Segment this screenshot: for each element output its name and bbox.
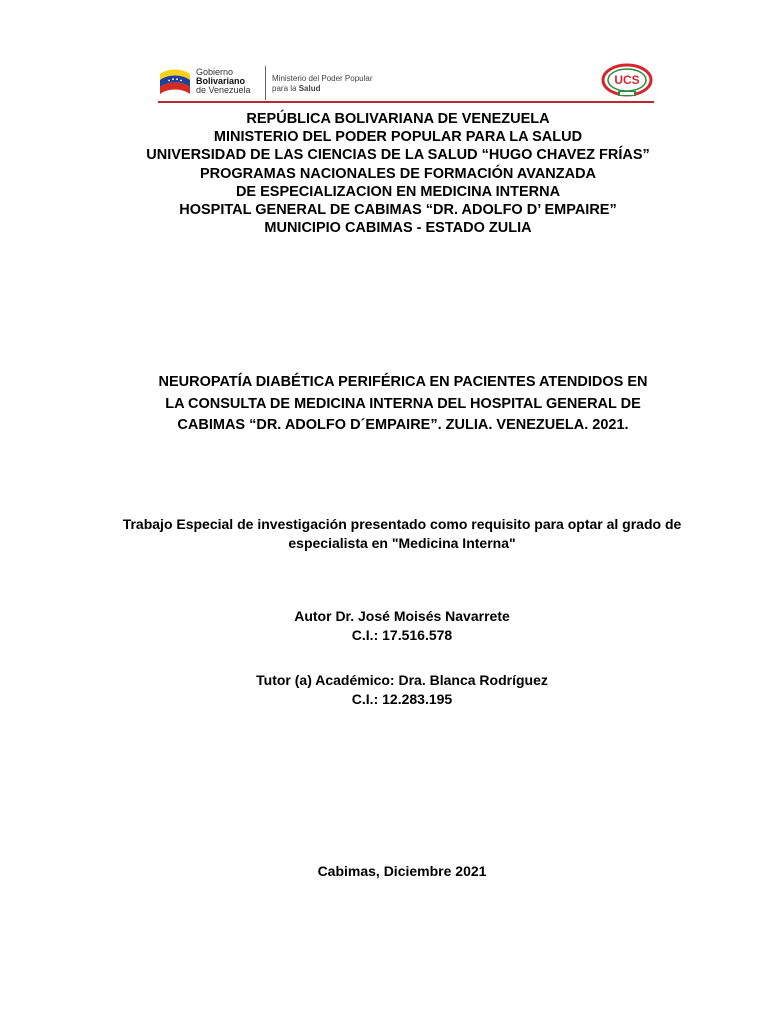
ministry-line-2-prefix: para la [272,84,299,93]
ucs-logo-text: UCS [614,73,640,87]
title-line-3: CABIMAS “DR. ADOLFO D´EMPAIRE”. ZULIA. VENEZUELA. 2021. [177,417,629,433]
government-logo [158,66,398,100]
venezuela-flag-icon [158,68,192,98]
institution-line-1: REPÚBLICA BOLIVARIANA DE VENEZUELA [246,111,550,127]
tutor-name: Tutor (a) Académico: Dra. Blanca Rodríguez [256,672,548,688]
institution-header [0,110,768,237]
gov-line-3: de Venezuela [196,85,251,95]
header-logos [158,62,654,106]
purpose-line-2: especialista en "Medicina Interna" [288,534,516,551]
ucs-logo-icon [600,62,654,100]
tutor-block [0,671,768,708]
purpose-line-1: Trabajo Especial de investigación presentado como requisito para optar al grado de [122,516,682,532]
institution-line-5: DE ESPECIALIZACION EN MEDICINA INTERNA [235,183,561,200]
tutor-id: C.I.: 12.283.195 [351,690,453,707]
header-rule [158,101,654,103]
ministry-line-1: Ministerio del Poder Popular [272,74,373,83]
ministry-logo-text [272,74,373,94]
institution-line-6: HOSPITAL GENERAL DE CABIMAS “DR. ADOLFO D’ EMPAIRE” [179,202,617,219]
thesis-purpose [0,515,768,552]
place-date: Cabimas, Diciembre 2021 [317,863,487,879]
government-logo-text [196,68,251,95]
thesis-title [0,372,768,437]
gov-line-2: Bolivariano [196,76,246,86]
title-line-2: LA CONSULTA DE MEDICINA INTERNA DEL HOSPITAL GENERAL DE [165,395,641,412]
gov-line-1: Gobierno [196,67,234,77]
logo-divider [265,66,266,100]
institution-line-7: MUNICIPIO CABIMAS - ESTADO ZULIA [264,220,532,237]
ministry-line-2-bold: Salud [298,84,321,93]
institution-line-4: PROGRAMAS NACIONALES DE FORMACIÓN AVANZADA [199,165,597,182]
institution-line-3: UNIVERSIDAD DE LAS CIENCIAS DE LA SALUD “HUGO CHAVEZ FRÍAS” [146,147,650,164]
institution-line-2: MINISTERIO DEL PODER POPULAR PARA LA SALUD [213,129,583,146]
author-id: C.I.: 17.516.578 [351,626,453,643]
author-name: Autor Dr. José Moisés Navarrete [294,608,510,624]
title-line-1: NEUROPATÍA DIABÉTICA PERIFÉRICA EN PACIENTES ATENDIDOS EN [158,374,648,390]
author-block [0,607,768,644]
